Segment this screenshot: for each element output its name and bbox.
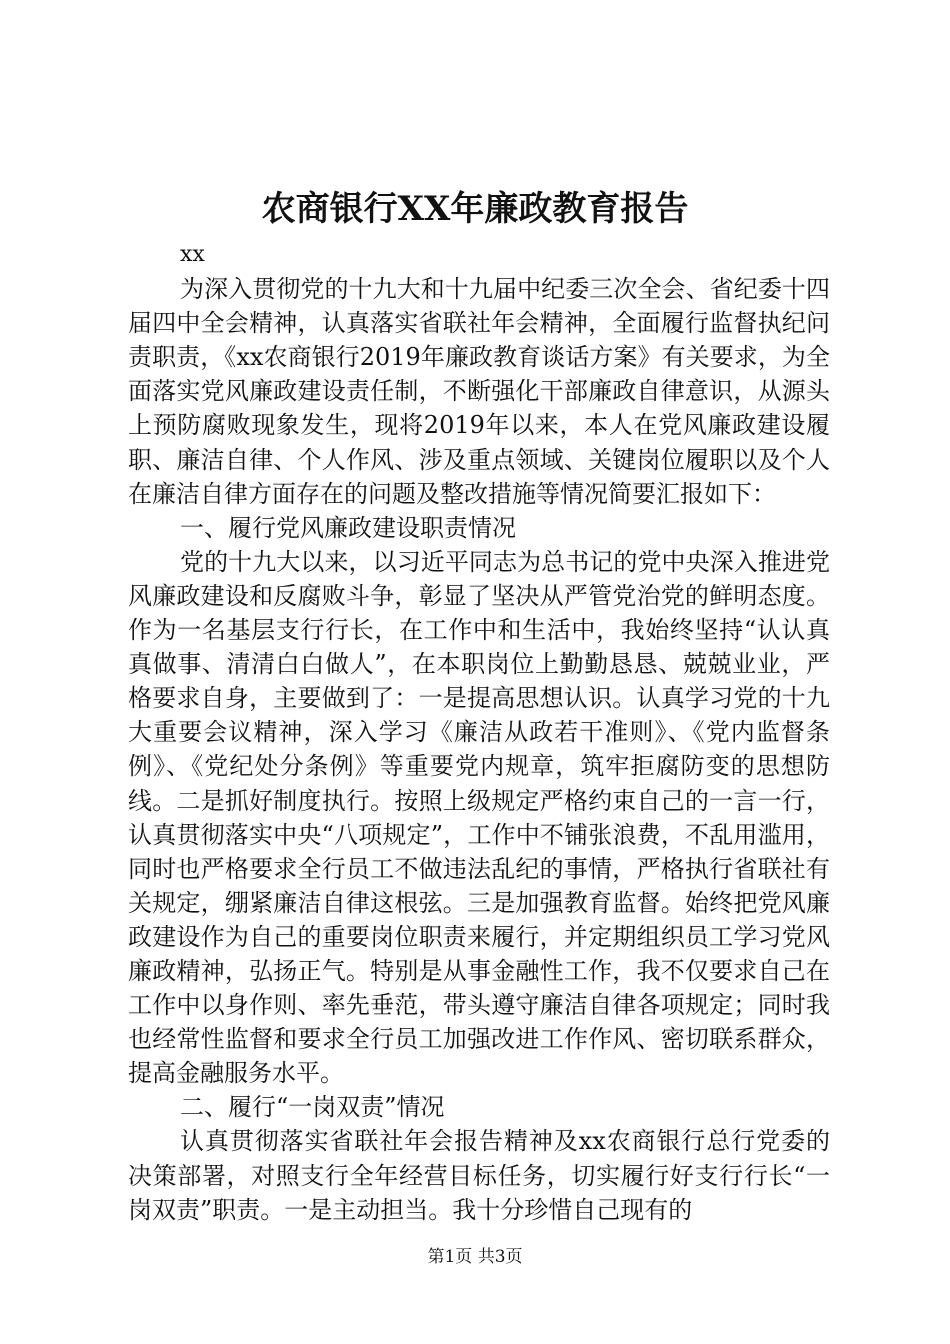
document-title: 农商银行XX年廉政教育报告 — [261, 189, 689, 229]
paragraph-intro: 为深入贯彻党的十九大和十九届中纪委三次全会、省纪委十四届四中全会精神，认真落实省联社年会精神，全面履行监督执纪问责职责，《xx农商银行2019年廉政教育谈话方案》有关要求，为全面落实党风廉政建设责任制，不断强化干部廉政自律意识，从源头上预防腐败现象发生，现将2019年以来，本人在党风廉政建设履职、廉洁自律、个人作风、涉及重点领域、关键岗位履职以及个人在廉洁自律方面存在的问题及整改措施等情况简要汇报如下： — [128, 275, 830, 508]
page-number-footer: 第1页 共3页 — [427, 1247, 523, 1267]
document-body — [128, 238, 830, 1227]
paragraph-section-1: 党的十九大以来，以习近平同志为总书记的党中央深入推进党风廉政建设和反腐败斗争，彰显了坚决从严管党治党的鲜明态度。作为一名基层支行行长，在工作中和生活中，我始终坚持“认认真真做事、清清白白做人”，在本职岗位上勤勤恳恳、兢兢业业，严格要求自身，主要做到了：一是提高思想认识。认真学习党的十九大重要会议精神，深入学习《廉洁从政若干准则》、《党内监督条例》、《党纪处分条例》等重要党内规章，筑牢拒腐防变的思想防线。二是抓好制度执行。按照上级规定严格约束自己的一言一行，认真贯彻落实中央“八项规定”，工作中不铺张浪费，不乱用滥用，同时也严格要求全行员工不做违法乱纪的事情，严格执行省联社有关规定，绷紧廉洁自律这根弦。三是加强教育监督。始终把党风廉政建设作为自己的重要岗位职责来履行，并定期组织员工学习党风廉政精神，弘扬正气。特别是从事金融性工作，我不仅要求自己在工作中以身作则、率先垂范，带头遵守廉洁自律各项规定；同时我也经常性监督和要求全行员工加强改进工作作风、密切联系群众，提高金融服务水平。 — [128, 547, 830, 1088]
author-line: xx — [180, 242, 205, 267]
section-heading-1: 一、履行党风廉政建设职责情况 — [180, 513, 516, 542]
section-heading-2: 二、履行“一岗双责”情况 — [180, 1093, 445, 1122]
paragraph-section-2: 认真贯彻落实省联社年会报告精神及xx农商银行总行党委的决策部署，对照支行全年经营目标任务，切实履行好支行行长“一岗双责”职责。一是主动担当。我十分珍惜自己现有的 — [128, 1127, 830, 1224]
